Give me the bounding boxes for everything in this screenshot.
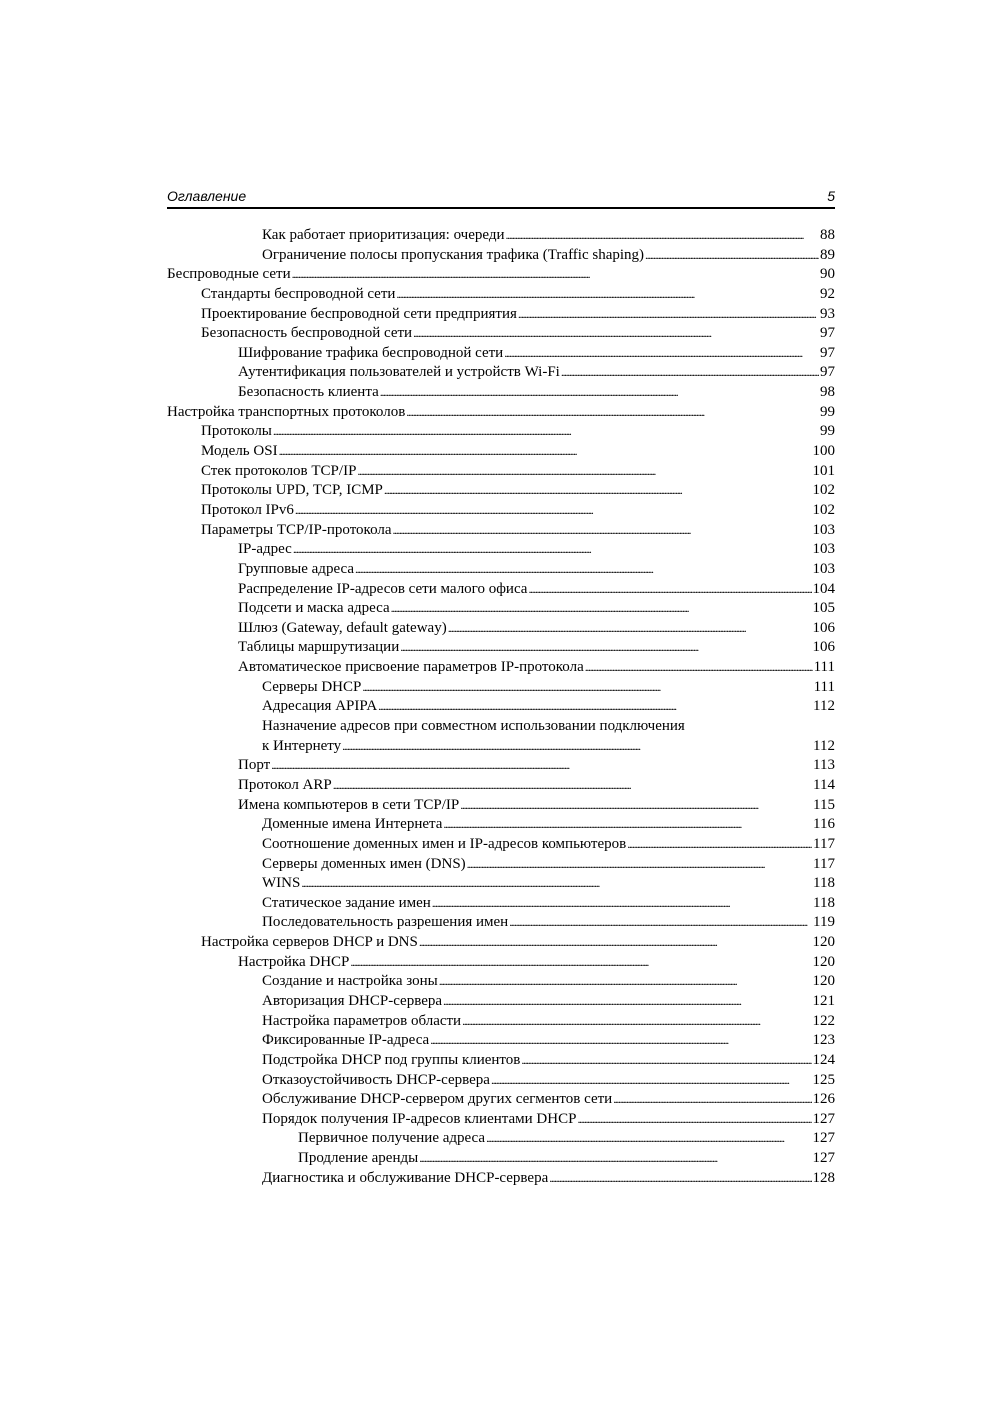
toc-entry[interactable] <box>167 462 835 482</box>
toc-entry-title: Таблицы маршрутизации <box>238 639 400 656</box>
toc-entry-title: Порядок получения IP-адресов клиентами DHCP <box>262 1110 577 1127</box>
toc-entry-page: 97 <box>820 364 835 381</box>
toc-leader-dots <box>419 933 812 953</box>
toc-entry-title: Серверы доменных имен (DNS) <box>262 855 466 872</box>
toc-entry-page: 121 <box>812 992 835 1009</box>
toc-entry-title: Порт <box>238 757 271 774</box>
toc-entry-page: 104 <box>812 580 835 597</box>
toc-leader-dots <box>504 344 819 364</box>
toc-entry-title: Параметры TCP/IP-протокола <box>201 521 392 538</box>
toc-entry-title: Подстройка DHCP под группы клиентов <box>262 1051 521 1068</box>
toc-entry-page: 127 <box>812 1130 835 1147</box>
toc-leader-dots <box>293 540 812 560</box>
toc-entry[interactable] <box>167 1031 835 1051</box>
toc-entry-page: 111 <box>813 678 835 695</box>
toc-entry-title: Доменные имена Интернета <box>262 816 443 833</box>
toc-entry-title: Имена компьютеров в сети TCP/IP <box>238 796 460 813</box>
toc-leader-dots <box>448 619 812 639</box>
toc-leader-dots <box>357 462 811 482</box>
toc-entry[interactable] <box>167 344 835 364</box>
toc-entry-title: Первичное получение адреса <box>298 1130 486 1147</box>
toc-entry-page: 120 <box>812 953 835 970</box>
toc-leader-dots <box>279 442 812 462</box>
toc-entry-title: Создание и настройка зоны <box>262 973 438 990</box>
toc-entry[interactable] <box>167 776 835 796</box>
toc-leader-dots <box>355 560 812 580</box>
toc-entry[interactable] <box>167 855 835 875</box>
toc-entry-title: Отказоустойчивость DHCP-сервера <box>262 1071 490 1088</box>
toc-leader-dots <box>585 658 813 678</box>
toc-leader-dots <box>295 501 812 521</box>
toc-entry-title: Безопасность клиента <box>238 384 379 401</box>
toc-entry[interactable] <box>167 972 835 992</box>
toc-entry[interactable] <box>167 697 835 717</box>
toc-entry-page: 89 <box>820 246 835 263</box>
toc-entry-title: Модель OSI <box>201 443 278 460</box>
toc-entry-page: 117 <box>813 835 835 852</box>
toc-entry[interactable] <box>167 246 835 266</box>
toc-leader-dots <box>391 599 812 619</box>
toc-entry-page: 93 <box>820 305 835 322</box>
toc-entry-page: 106 <box>812 619 835 636</box>
toc-entry-page: 97 <box>820 325 835 342</box>
toc-entry-title: Статическое задание имен <box>262 894 431 911</box>
toc-entry[interactable] <box>167 717 835 737</box>
toc-entry-title: Протокол ARP <box>238 776 332 793</box>
toc-entry-page: 122 <box>812 1012 835 1029</box>
toc-leader-dots <box>380 383 819 403</box>
toc-entry[interactable] <box>167 1071 835 1091</box>
toc-entry-page: 106 <box>812 639 835 656</box>
toc-entry[interactable] <box>167 540 835 560</box>
toc-entry-title: Аутентификация пользователей и устройств Wi-Fi <box>238 364 560 381</box>
toc-entry-title: Как работает приоритизация: очереди <box>262 227 505 243</box>
toc-entry-page: 99 <box>820 423 835 440</box>
toc-entry-title: к Интернету <box>262 737 342 754</box>
toc-leader-dots <box>273 422 819 442</box>
toc-entry[interactable] <box>167 953 835 973</box>
toc-entry-page: 105 <box>812 600 835 617</box>
toc-entry-title: Соотношение доменных имен и IP-адресов компьютеров <box>262 835 627 852</box>
toc-entry-page: 128 <box>812 1169 835 1186</box>
toc-leader-dots <box>396 285 819 305</box>
toc-entry-title: Стек протоколов TCP/IP <box>201 462 357 479</box>
toc-entry-title: Проектирование беспроводной сети предприятия <box>201 305 517 322</box>
toc-entry[interactable] <box>167 638 835 658</box>
toc-entry-page: 111 <box>813 659 835 676</box>
toc-entry-title: Последовательность разрешения имен <box>262 914 509 931</box>
toc-entry-page: 92 <box>820 285 835 302</box>
toc-leader-dots <box>561 363 819 383</box>
toc-leader-dots <box>430 1031 811 1051</box>
toc-entry[interactable] <box>167 285 835 305</box>
toc-leader-dots <box>521 1051 811 1071</box>
toc-entry[interactable] <box>167 324 835 344</box>
toc-entry[interactable] <box>167 599 835 619</box>
toc-entry-title: Настройка серверов DHCP и DNS <box>201 934 418 951</box>
toc-leader-dots <box>467 855 812 875</box>
toc-entry[interactable] <box>167 1051 835 1071</box>
toc-entry-page: 103 <box>812 541 835 558</box>
toc-entry-title: Настройка DHCP <box>238 953 350 970</box>
toc-entry[interactable] <box>167 992 835 1012</box>
toc-entry[interactable] <box>167 894 835 914</box>
toc-entry[interactable] <box>167 521 835 541</box>
toc-entry-page: 90 <box>820 266 835 283</box>
toc-leader-dots <box>486 1129 811 1149</box>
toc-entry[interactable] <box>167 403 835 423</box>
toc-entry-page: 114 <box>813 776 835 793</box>
toc-leader-dots <box>462 1012 811 1032</box>
toc-entry[interactable] <box>167 815 835 835</box>
running-header <box>167 187 835 209</box>
toc-leader-dots <box>406 403 819 423</box>
toc-entry-title: Стандарты беспроводной сети <box>201 285 396 302</box>
toc-leader-dots <box>549 1169 811 1189</box>
toc-leader-dots <box>645 246 819 266</box>
toc-entry[interactable] <box>167 442 835 462</box>
toc-entry[interactable] <box>167 756 835 776</box>
toc-leader-dots <box>613 1090 811 1110</box>
toc-entry-title: Шлюз (Gateway, default gateway) <box>238 619 447 636</box>
toc-entry[interactable] <box>167 422 835 442</box>
toc-entry[interactable] <box>167 1169 835 1189</box>
toc-entry[interactable] <box>167 835 835 855</box>
toc-leader-dots <box>271 756 812 776</box>
toc-leader-dots <box>378 697 812 717</box>
toc-entry-title: Распределение IP-адресов сети малого офиса <box>238 580 528 597</box>
toc-entry-title: Автоматическое присвоение параметров IP-протокола <box>238 659 584 676</box>
toc-entry[interactable] <box>167 1012 835 1032</box>
toc-entry[interactable] <box>167 265 835 285</box>
toc-entry-page: 103 <box>812 521 835 538</box>
toc-entry[interactable] <box>167 305 835 325</box>
toc-entry-page: 98 <box>820 384 835 401</box>
toc-entry-page: 118 <box>813 875 835 892</box>
toc-entry-page: 112 <box>813 737 835 754</box>
toc-entry-page: 99 <box>820 403 835 420</box>
toc-leader-dots <box>577 1110 811 1130</box>
toc-entry-page: 125 <box>812 1071 835 1088</box>
toc-entry-title: Подсети и маска адреса <box>238 600 390 617</box>
toc-entry-title: Групповые адреса <box>238 560 354 577</box>
toc-entry-page: 115 <box>813 796 835 813</box>
toc-entry[interactable] <box>167 1149 835 1169</box>
toc-entry[interactable] <box>167 678 835 698</box>
toc-leader-dots <box>443 992 811 1012</box>
toc-entry-title: Настройка транспортных протоколов <box>167 403 406 420</box>
toc-leader-dots <box>400 638 811 658</box>
toc-leader-dots <box>413 324 819 344</box>
toc-leader-dots <box>443 815 812 835</box>
toc-leader-dots <box>350 953 811 973</box>
toc-leader-dots <box>292 265 819 285</box>
toc-entry-page: 124 <box>812 1051 835 1068</box>
toc-entry[interactable] <box>167 913 835 933</box>
toc-entry-title: Фиксированные IP-адреса <box>262 1032 430 1049</box>
toc-entry[interactable] <box>167 1129 835 1149</box>
toc-leader-dots <box>627 835 812 855</box>
toc-entry-title: Безопасность беспроводной сети <box>201 325 413 342</box>
toc-entry[interactable] <box>167 1110 835 1130</box>
toc-leader-dots <box>528 580 811 600</box>
toc-entry-title: Серверы DHCP <box>262 678 362 695</box>
toc-entry-page: 116 <box>813 816 835 833</box>
toc-leader-dots <box>301 874 812 894</box>
table-of-contents <box>167 226 835 1188</box>
toc-entry-title: Настройка параметров области <box>262 1012 462 1029</box>
toc-entry-page: 112 <box>813 698 835 715</box>
toc-leader-dots <box>333 776 812 796</box>
toc-entry-title: Авторизация DHCP-сервера <box>262 992 443 1009</box>
toc-entry[interactable] <box>167 363 835 383</box>
toc-entry[interactable] <box>167 796 835 816</box>
toc-entry-title: Протоколы <box>201 423 272 440</box>
toc-leader-dots <box>460 796 812 816</box>
toc-entry-page: 123 <box>812 1032 835 1049</box>
toc-leader-dots <box>384 481 812 501</box>
toc-entry-page: 113 <box>813 757 835 774</box>
toc-entry[interactable] <box>167 580 835 600</box>
toc-leader-dots <box>393 521 812 541</box>
toc-entry-page: 101 <box>812 462 835 479</box>
toc-entry[interactable] <box>167 737 835 757</box>
toc-leader-dots <box>506 226 819 246</box>
toc-entry-title: WINS <box>262 875 301 892</box>
toc-entry[interactable] <box>167 560 835 580</box>
toc-entry-page: 100 <box>812 443 835 460</box>
toc-entry-title: Шифрование трафика беспроводной сети <box>238 344 504 361</box>
toc-entry-page: 120 <box>812 934 835 951</box>
toc-leader-dots <box>362 678 812 698</box>
toc-entry[interactable] <box>167 658 835 678</box>
toc-leader-dots <box>432 894 812 914</box>
toc-leader-dots <box>491 1071 812 1091</box>
toc-entry-title: Протокол IPv6 <box>201 501 294 518</box>
toc-entry-page: 117 <box>813 855 835 872</box>
toc-entry-title: Обслуживание DHCP-сервером других сегментов сети <box>262 1091 613 1108</box>
toc-leader-dots <box>509 913 812 933</box>
toc-entry-page: 119 <box>813 914 835 931</box>
toc-entry-page: 97 <box>820 344 835 361</box>
toc-entry-title: Ограничение полосы пропускания трафика (Traffic shaping) <box>262 246 645 263</box>
toc-entry-title: Адресация APIPA <box>262 698 378 715</box>
toc-leader-dots <box>342 737 812 757</box>
toc-entry-page: 88 <box>820 227 835 243</box>
toc-entry-page: 120 <box>812 973 835 990</box>
toc-entry-page: 102 <box>812 482 835 499</box>
toc-entry[interactable] <box>167 619 835 639</box>
toc-entry-title: Беспроводные сети <box>167 266 291 283</box>
toc-entry[interactable] <box>167 501 835 521</box>
toc-entry[interactable] <box>167 226 835 246</box>
toc-leader-dots <box>419 1149 811 1169</box>
toc-entry-title: Продление аренды <box>298 1150 419 1167</box>
toc-entry[interactable] <box>167 874 835 894</box>
toc-entry-title: IP-адрес <box>238 541 292 558</box>
toc-entry-title: Протоколы UPD, TCP, ICMP <box>201 482 383 499</box>
toc-leader-dots <box>439 972 812 992</box>
toc-entry[interactable] <box>167 481 835 501</box>
toc-entry[interactable] <box>167 383 835 403</box>
toc-leader-dots <box>518 305 819 325</box>
toc-entry-page: 127 <box>812 1110 835 1127</box>
toc-entry-title: Диагностика и обслуживание DHCP-сервера <box>262 1169 549 1186</box>
toc-entry-page: 126 <box>812 1091 835 1108</box>
toc-entry-title: Назначение адресов при совместном использовании подключения <box>262 718 685 735</box>
header-title: Оглавление <box>167 188 247 204</box>
header-page-number: 5 <box>827 188 835 204</box>
toc-entry[interactable] <box>167 1090 835 1110</box>
toc-entry[interactable] <box>167 933 835 953</box>
toc-entry-page: 103 <box>812 560 835 577</box>
toc-entry-page: 118 <box>813 894 835 911</box>
toc-entry-page: 127 <box>812 1150 835 1167</box>
toc-entry-page: 102 <box>812 501 835 518</box>
